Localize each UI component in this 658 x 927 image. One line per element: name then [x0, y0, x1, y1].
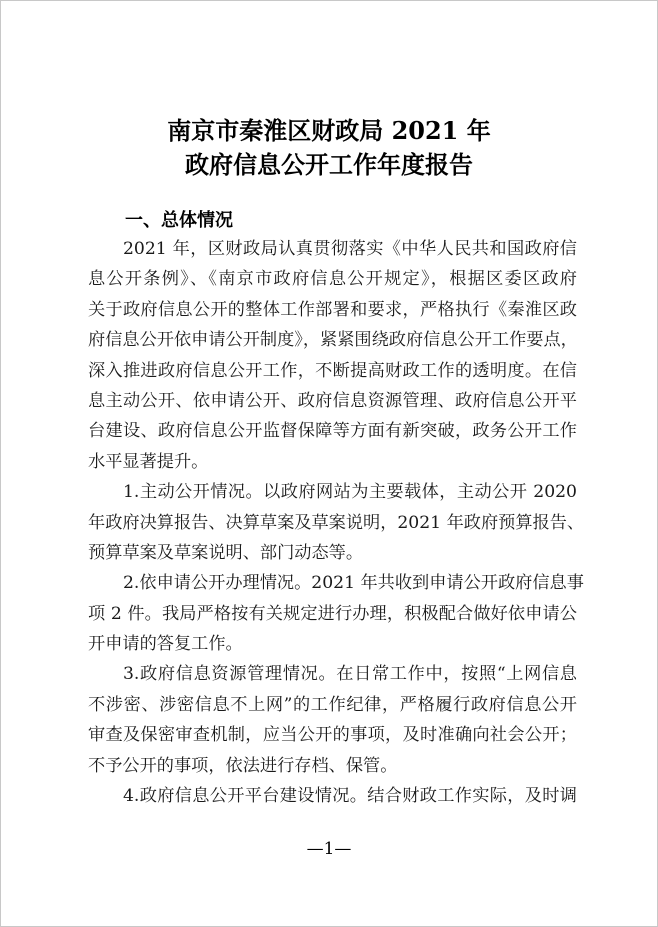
paragraph-line: 关于政府信息公开的整体工作部署和要求，严格执行《秦淮区政	[88, 299, 577, 320]
paragraph-line: 息主动公开、依申请公开、政府信息资源管理、政府信息公开平	[88, 390, 577, 411]
paragraph-line: 水平显著提升。	[88, 451, 209, 472]
page-number: —1—	[306, 839, 352, 859]
paragraph-line: 不予公开的事项，依法进行存档、保管。	[88, 755, 398, 776]
section-heading: 一、总体情况	[125, 210, 233, 231]
paragraph-platform-construction	[88, 781, 577, 811]
paragraph-line: 预算草案及草案说明、部门动态等。	[88, 542, 364, 563]
paragraph-line: 不涉密、涉密信息不上网”的工作纪律，严格履行政府信息公开	[88, 694, 577, 715]
paragraph-line: 1.主动公开情况。以政府网站为主要载体，主动公开 2020	[123, 482, 577, 503]
paragraph-line: 项 2 件。我局严格按有关规定进行办理，积极配合做好依申请公	[88, 603, 577, 624]
paragraph-overview	[88, 234, 577, 477]
paragraph-line: 3.政府信息资源管理情况。在日常工作中，按照“上网信息	[123, 664, 577, 685]
paragraph-line: 府信息公开依申请公开制度》，紧紧围绕政府信息公开工作要点，	[88, 330, 578, 351]
paragraph-line: 2021 年，区财政局认真贯彻落实《中华人民共和国政府信	[123, 239, 577, 259]
paragraph-line: 息公开条例》、《南京市政府信息公开规定》，根据区委区政府	[88, 269, 577, 290]
paragraph-line: 深入推进政府信息公开工作，不断提高财政工作的透明度。在信	[88, 360, 577, 381]
paragraph-line: 台建设、政府信息公开监督保障等方面有新突破，政务公开工作	[88, 421, 577, 442]
paragraph-line: 2.依申请公开办理情况。2021 年共收到申请公开政府信息事	[123, 573, 584, 594]
document-body	[88, 234, 585, 811]
paragraph-line: 4.政府信息公开平台建设情况。结合财政工作实际，及时调	[123, 786, 577, 807]
document-title-line-1: 南京市秦淮区财政局 2021 年	[167, 116, 491, 145]
paragraph-resource-management	[88, 659, 577, 781]
document-title-line-2: 政府信息公开工作年度报告	[185, 150, 473, 179]
paragraph-request-disclosure	[88, 568, 584, 659]
paragraph-line: 年政府决算报告、决算草案及草案说明，2021 年政府预算报告、	[88, 512, 585, 533]
paragraph-line: 审查及保密审查机制，应当公开的事项，及时准确向社会公开；	[88, 725, 577, 746]
paragraph-active-disclosure	[88, 477, 585, 568]
paragraph-line: 开申请的答复工作。	[88, 634, 243, 655]
